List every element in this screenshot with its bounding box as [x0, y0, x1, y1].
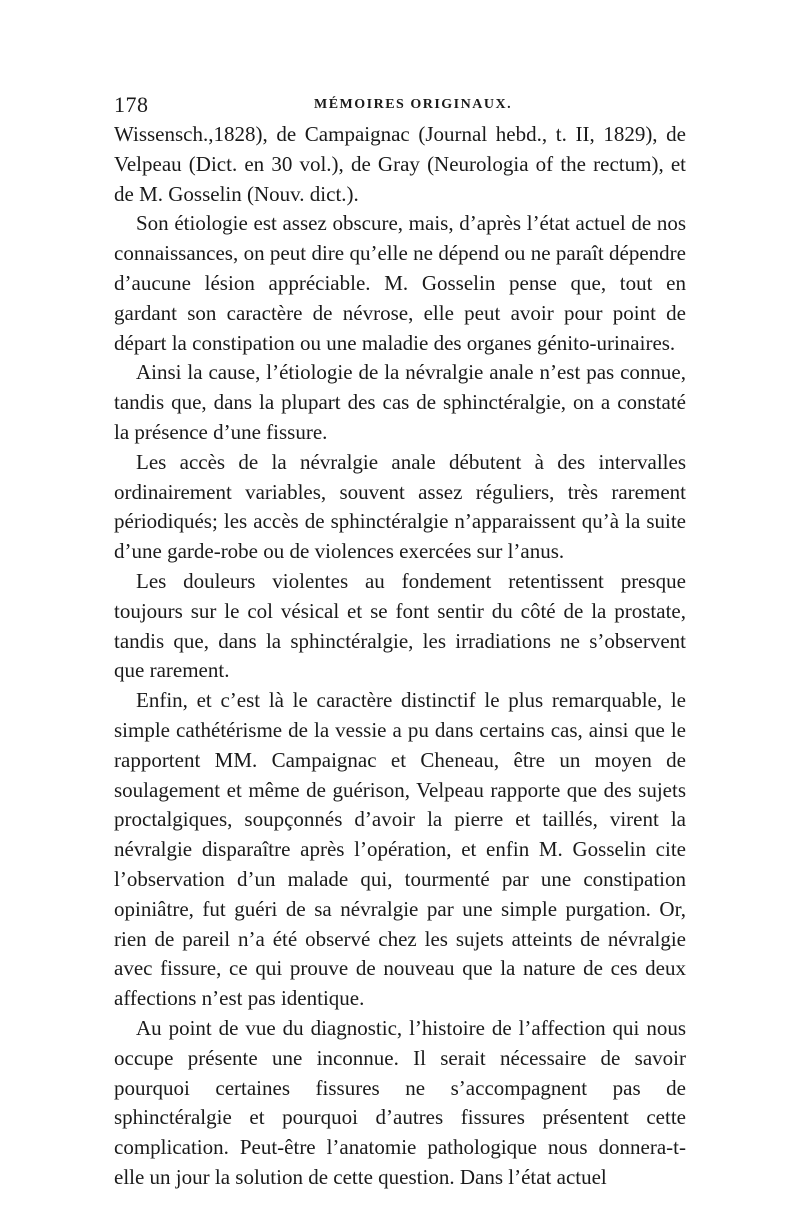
page-header [114, 92, 684, 122]
paragraph-douleurs: Les douleurs violentes au fondement retentissent presque toujours sur le col vésical et se font sentir du côté de la prostate, tandis que, dans la sphinctéralgie, les irradiations ne s’observent que rarement. [114, 568, 686, 683]
paragraph-caractere-distinctif: Enfin, et c’est là le caractère distinctif le plus remarquable, le simple cathétérisme de la vessie a pu dans certains cas, ainsi que le rapportent MM. Campaignac et Cheneau, être un moyen de soulagement et même de guérison, Velpeau rapporte que des sujets proctalgiques, soupçonnés d’avoir la pierre et taillés, virent la névralgie disparaître après l’opération, et enfin M. Gosselin cite l’observation d’un malade qui, tourmenté par une constipation opiniâtre, fut guéri de sa névralgie par une simple purgation. Or, rien de pareil n’a été observé chez les sujets atteints de névralgie avec fissure, ce qui prouve de nouveau que la nature de ces deux affections n’est pas identique. [114, 688, 686, 1011]
paragraph-etiologie: Son étiologie est assez obscure, mais, d’après l’état actuel de nos connaissances, on peut dire qu’elle ne dépend ou ne paraît dépendre d’aucune lésion appréciable. M. Gosselin pense que, tout en gardant son caractère de névrose, elle peut avoir pour point de départ la constipation ou une maladie des organes génito-urinaires. [114, 211, 686, 355]
paragraph-diagnostic: Au point de vue du diagnostic, l’histoire de l’affection qui nous occupe présente une inconnue. Il serait nécessaire de savoir pourquoi certaines fissures ne s’accompagnent pas de sphinctéralgie et pourquoi d’autres fissures présentent cette complication. Peut-être l’anatomie pathologique nous donnera-t-elle un jour la solution de cette question. Dans l’état actuel [114, 1015, 686, 1189]
paragraph-acces: Les accès de la névralgie anale débutent à des intervalles ordinairement variables, souvent assez réguliers, très rarement périodiqués; les accès de sphinctéralgie n’apparaissent qu’à la suite d’une garde-robe ou de violences exercées sur l’anus. [114, 449, 686, 564]
running-head: MÉMOIRES ORIGINAUX. [314, 97, 513, 112]
paragraph-cause: Ainsi la cause, l’étiologie de la névralgie anale n’est pas connue, tandis que, dans la plupart des cas de sphinctéralgie, on a constaté la présence d’une fissure. [114, 360, 686, 444]
page-number: 178 [114, 92, 149, 117]
paragraph-continuation: Wissensch.,1828), de Campaignac (Journal hebd., t. II, 1829), de Velpeau (Dict. en 30 vol.), de Gray (Neurologia of the rectum), et de M. Gosselin (Nouv. dict.). [114, 122, 686, 206]
body-text [114, 120, 686, 1193]
